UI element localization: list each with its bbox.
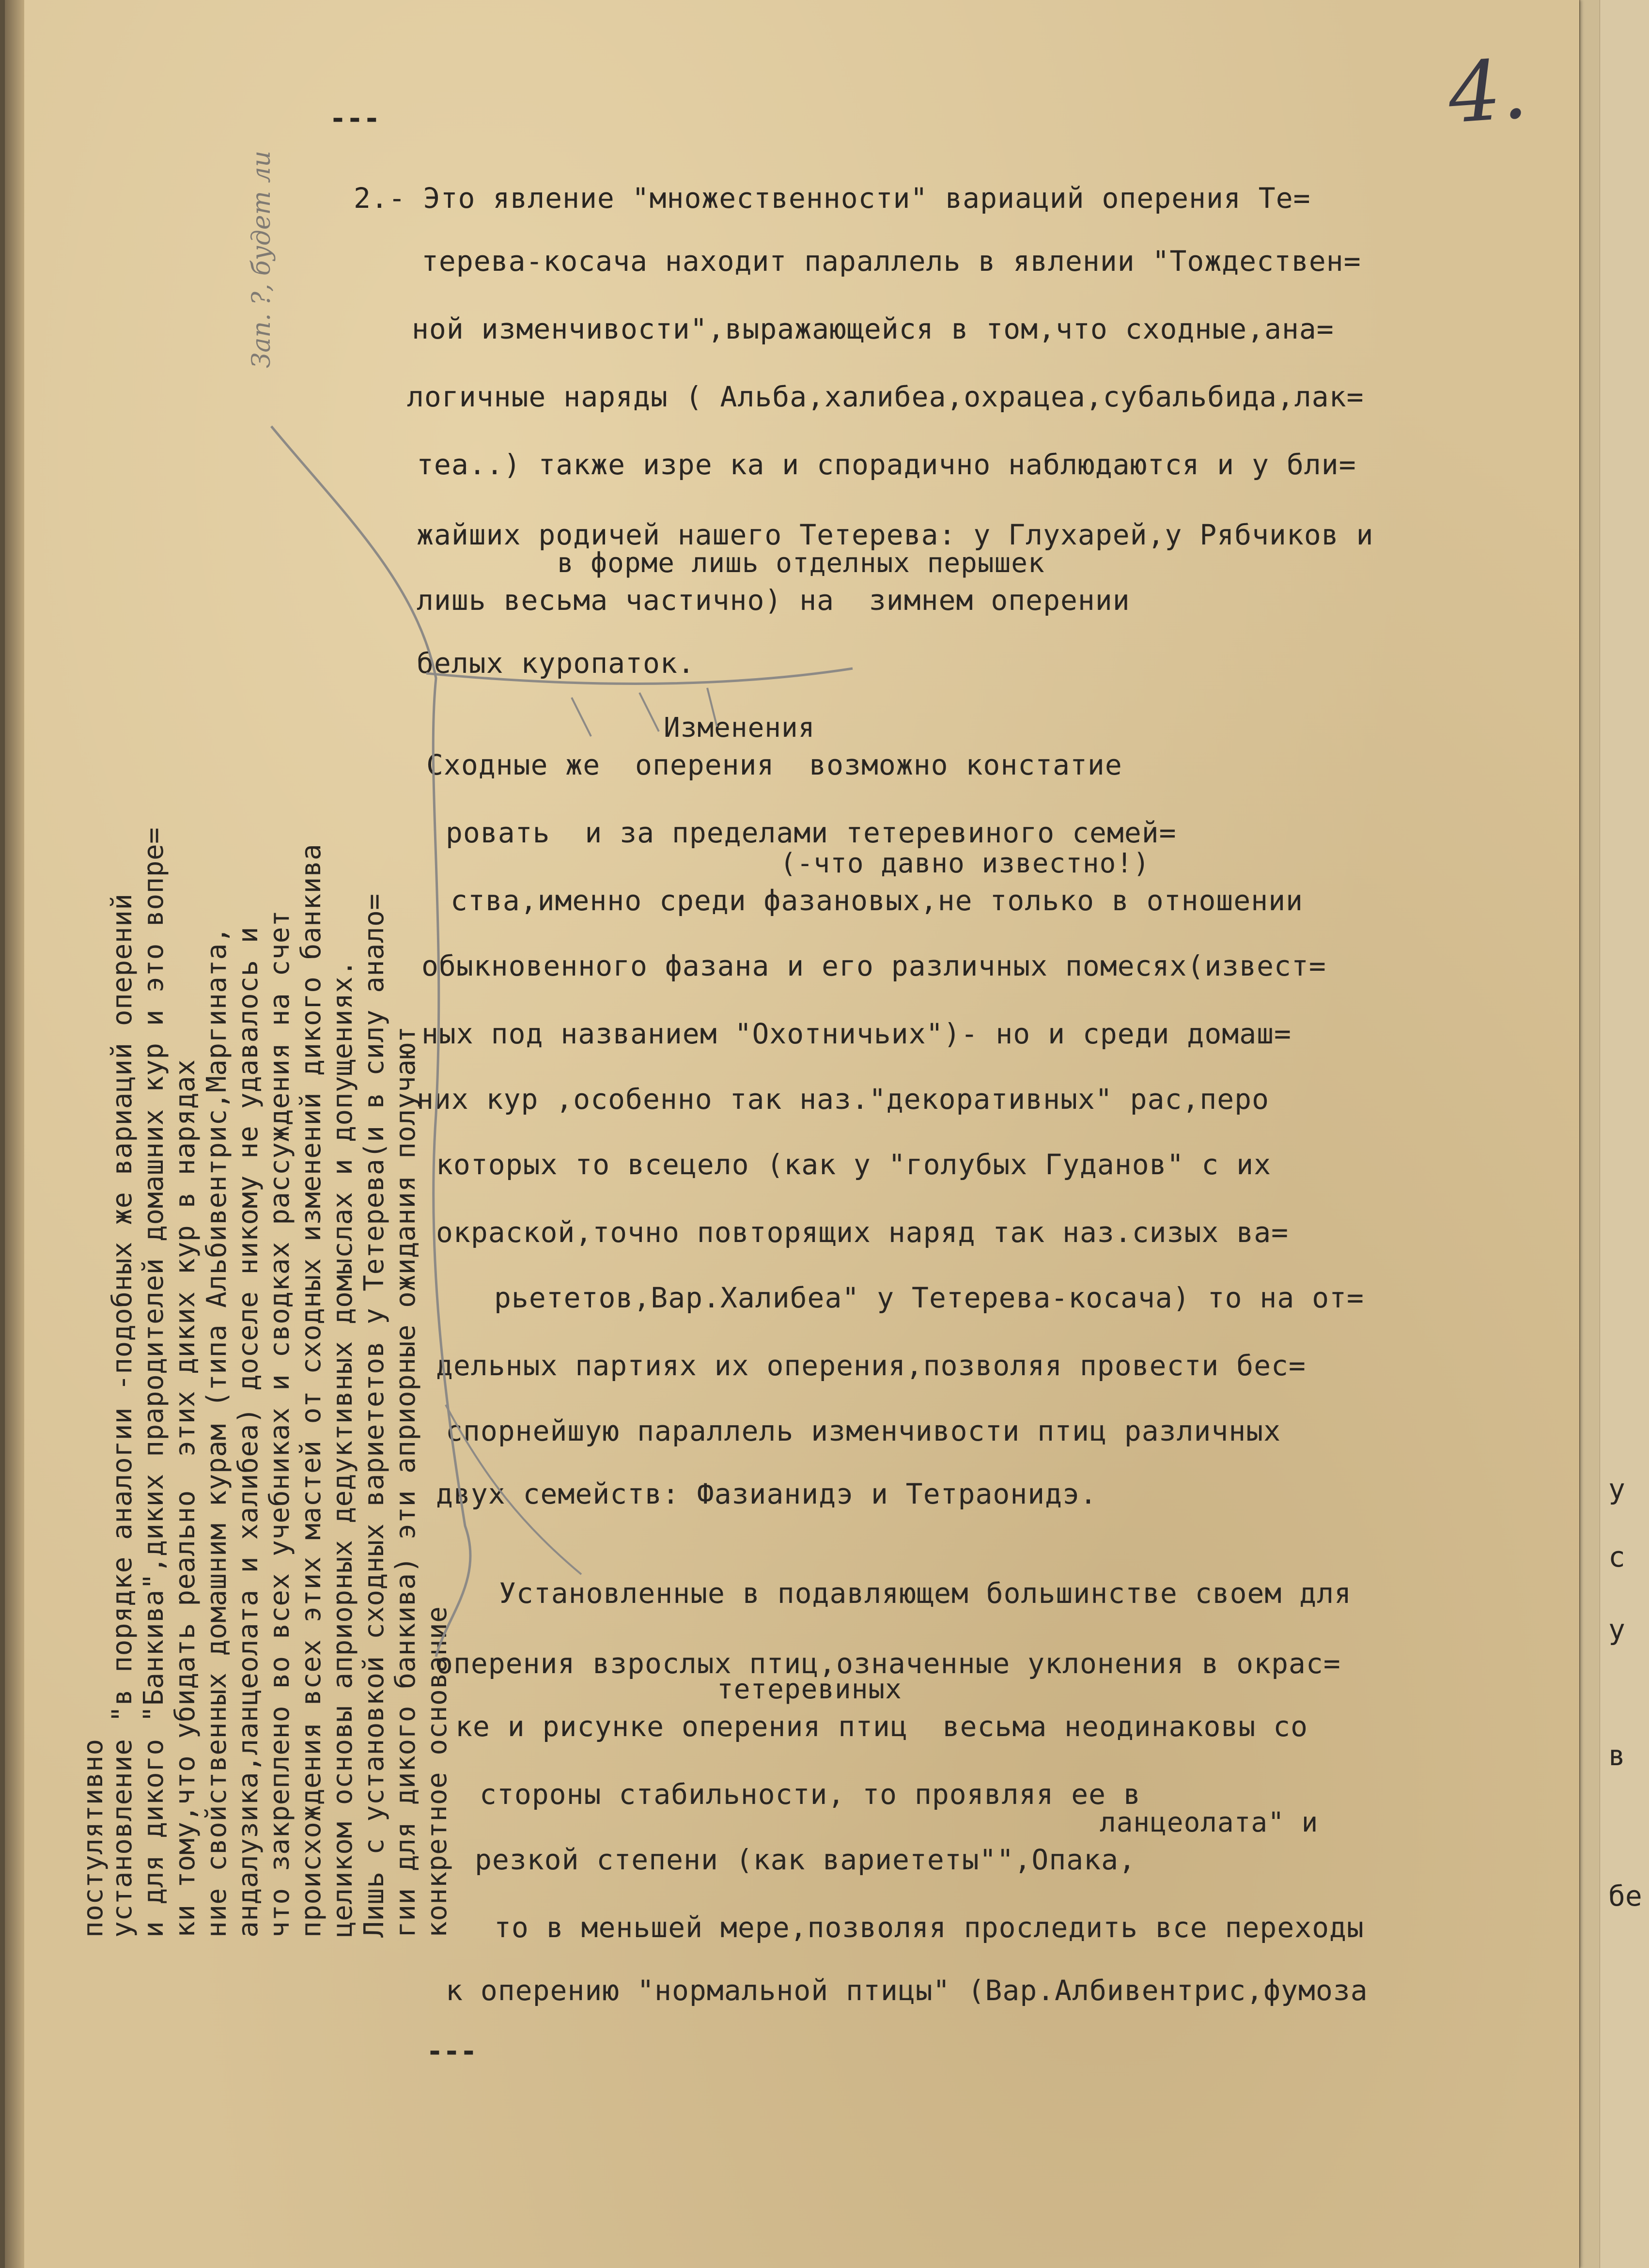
text-line: логичные наряды ( Альба,халибеа,охрацеа,субальбида,лак= [407,380,1364,413]
text-line: окраской,точно повторящих наряд так наз.сизых ва= [436,1216,1289,1249]
text-line: Установленные в подавляющем большинстве своем для [499,1577,1352,1610]
margin-line: целиком основы априорных дедуктивных домыслах и допущениях. [327,960,358,1938]
text-line: 2.- Это явление "множественности" вариаций оперения Те= [354,182,1311,215]
margin-line: ние свойственных домашним курам (типа Альбивентрис,Маргината, [201,926,233,1938]
text-insert: в форме лишь отделных перышек [557,547,1045,579]
text-line: ства,именно среди фазановых,не только в отношении [451,884,1304,917]
text-line: обыкновенного фазана и его различных помесях(извест= [421,949,1326,982]
margin-line: постулятивно [78,1739,109,1938]
text-insert: (-что давно известно!) [780,848,1150,879]
edge-letter: у [1608,1613,1625,1646]
text-line: ровать и за пределами тетеревиного семей= [446,816,1177,849]
text-line: резкой степени (как вариететы"",Опака, [475,1843,1136,1876]
edge-letter: у [1608,1473,1625,1506]
text-insert: Изменения [664,712,815,744]
text-line: стороны стабильности, то проявляя ее в [480,1778,1141,1811]
text-line: оперения взрослых птиц,означенные уклонения в окрас= [436,1647,1341,1680]
text-line: рьететов,Вар.Халибеа" у Тетерева-косача) то на от= [494,1281,1364,1314]
text-line: жайших родичей нашего Тетерева: у Глухарей,у Рябчиков и [417,518,1374,551]
margin-line: установление "в порядке аналогии -подобных же вариаций оперений [107,893,138,1938]
pencil-handwritten-note: Зап. ?, будет ли [247,151,276,368]
text-line: спорнейшую параллель изменчивости птиц различных [446,1414,1281,1447]
text-line: ке и рисунке оперения птиц весьма неодинаковы со [455,1710,1308,1743]
text-line: ной изменчивости",выражающейся в том,что сходные,ана= [412,312,1334,345]
footer-mark: --- [426,2035,477,2067]
header-mark: --- [329,102,380,135]
text-line: дельных партиях их оперения,позволяя провести бес= [436,1349,1306,1382]
margin-line: Лишь с установкой сходных вариететов у Тетерева(и в силу анало= [358,893,390,1938]
margin-line: андалузика,ланцеолата и халибеа) доселе никому не удавалось и [233,926,264,1938]
margin-rotated-paragraph [78,484,659,1938]
text-line: ных под названием "Охотничьих")- но и среди домаш= [421,1017,1291,1050]
margin-line: и для дикого "Банкива",диких прародителей домашних кур и это вопре= [138,827,170,1938]
text-line: двух семейств: Фазианидэ и Тетраонидэ. [436,1477,1097,1510]
margin-line: ки тому,что убидать реально этих диких кур в нарядах [170,1059,201,1938]
margin-line: гии для дикого банкива) эти априорные ожидания получают [390,1026,421,1938]
text-line: то в меньшей мере,позволяя проследить все переходы [494,1911,1364,1944]
text-insert: тетеревиных [717,1674,902,1705]
underlying-page-edge [1599,0,1649,2268]
margin-line: конкретное основание [421,1606,453,1938]
text-insert: ланцеолата" и [1100,1807,1319,1838]
edge-letter: бе [1608,1880,1642,1912]
edge-letter: в [1608,1739,1625,1772]
text-line: которых то всецело (как у "голубых Гуданов" с их [436,1148,1272,1181]
edge-letter: с [1608,1540,1625,1573]
text-line: теа..) также изре ка и спорадично наблюдаются и у бли= [417,448,1356,481]
text-line: терева-косача находит параллель в явлении "Тождествен= [421,245,1361,278]
margin-line: происхождения всех этих мастей от сходных изменений дикого банкива [296,843,327,1938]
margin-line: что закреплено во всех учебниках и сводках рассуждения на счет [264,910,296,1938]
text-line: к оперению "нормальной птицы" (Вар.Албивентрис,фумоза [446,1974,1368,2007]
text-line: белых куропаток. [417,647,695,680]
binding-edge [5,0,24,2268]
page-number: 4. [1445,41,1530,142]
text-line: Сходные же оперения возможно констатие [426,748,1122,781]
text-line: них кур ,особенно так наз."декоративных" рас,перо [417,1083,1270,1116]
text-line: лишь весьма частично) на зимнем оперении [417,584,1130,617]
underlying-page-edge-2 [1579,0,1600,2268]
